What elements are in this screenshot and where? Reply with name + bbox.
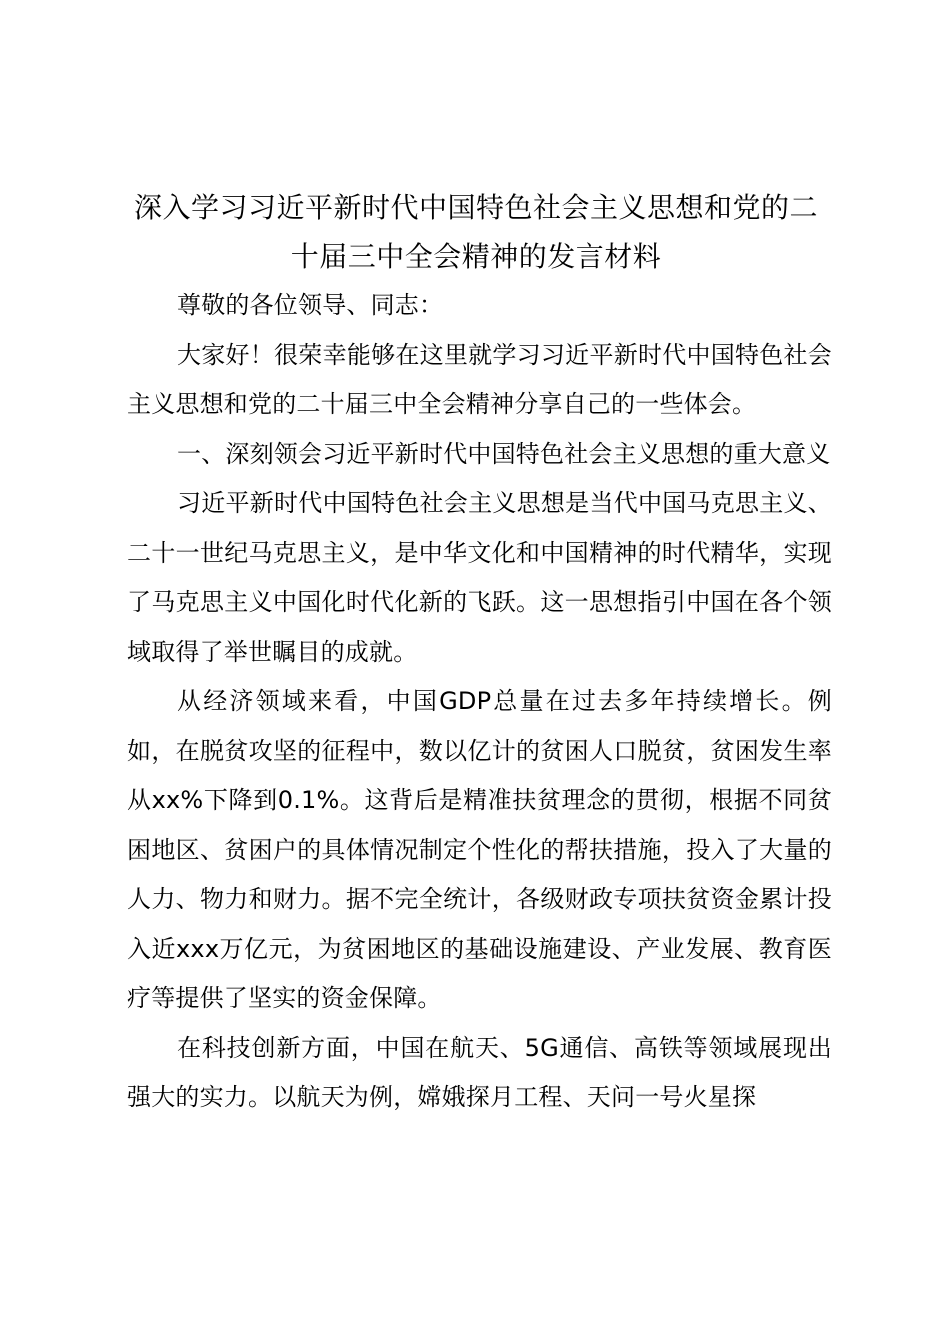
- paragraph-greeting: 大家好！很荣幸能够在这里就学习习近平新时代中国特色社会主义思想和党的二十届三中全会精神分享自己的一些体会。: [127, 340, 832, 418]
- section-heading-1: 一、深刻领会习近平新时代中国特色社会主义思想的重大意义: [177, 439, 831, 468]
- paragraph-technology: 在科技创新方面，中国在航天、5G通信、高铁等领域展现出强大的实力。以航天为例，嫦娥探月工程、天问一号火星探: [127, 1033, 832, 1111]
- paragraph-economy: 从经济领域来看，中国GDP总量在过去多年持续增长。例如，在脱贫攻坚的征程中，数以亿计的贫困人口脱贫，贫困发生率从xx%下降到0.1%。这背后是精准扶贫理念的贯彻，根据不同贫困地区、贫困户的具体情况制定个性化的帮扶措施，投入了大量的人力、物力和财力。据不完全统计，各级财政专项扶贫资金累计投入近xxx万亿元，为贫困地区的基础设施建设、产业发展、教育医疗等提供了坚实的资金保障。: [127, 687, 832, 1012]
- document-title: 深入学习习近平新时代中国特色社会主义思想和党的二十届三中全会精神的发言材料: [133, 191, 818, 273]
- paragraph-significance: 习近平新时代中国特色社会主义思想是当代中国马克思主义、二十一世纪马克思主义，是中华文化和中国精神的时代精华，实现了马克思主义中国化时代化新的飞跃。这一思想指引中国在各个领域取得了举世瞩目的成就。: [127, 489, 832, 666]
- salutation: 尊敬的各位领导、同志：: [177, 291, 444, 319]
- document-body: [127, 281, 832, 1123]
